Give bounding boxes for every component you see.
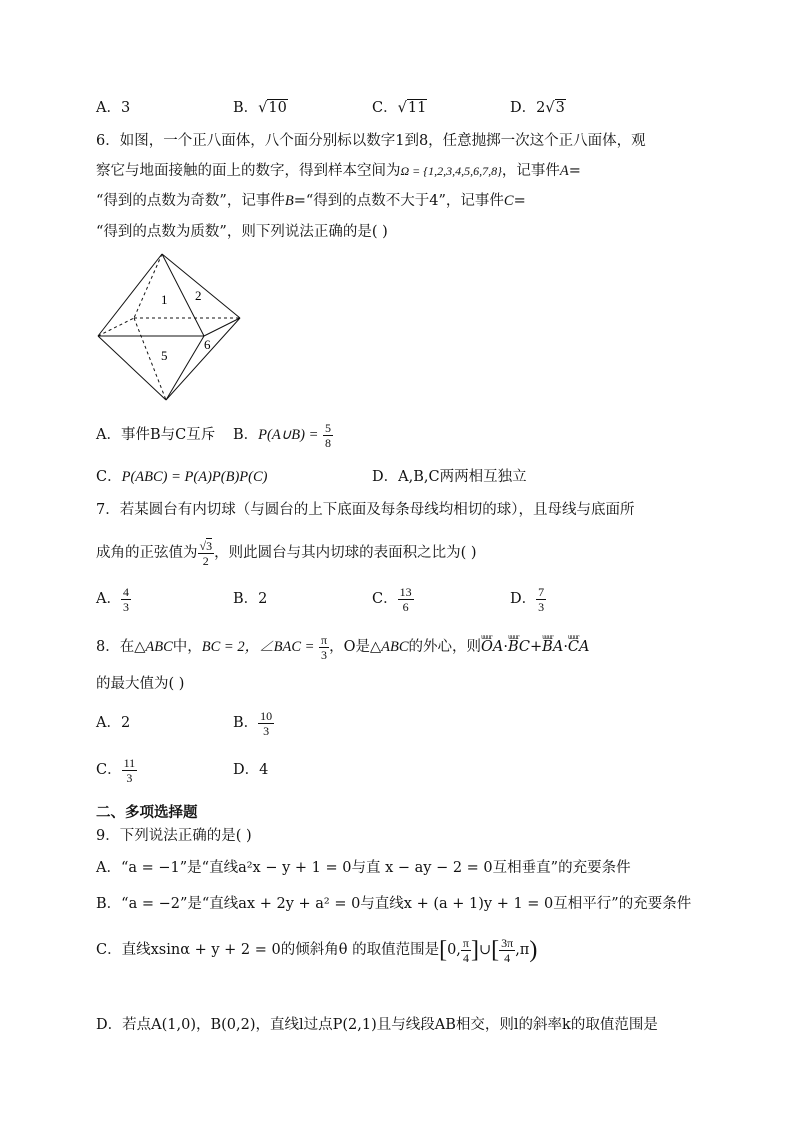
q5-option-d-value: √3 <box>545 100 565 116</box>
edge <box>98 336 166 400</box>
q5-option-c <box>372 98 427 118</box>
q7-line2-suffix: ，则此圆台与其内切球的表面积之比为( ) <box>214 545 477 561</box>
q7-option-b: B．2 <box>233 591 268 607</box>
q8-option-d: D．4 <box>233 762 269 778</box>
face-label-6: 6 <box>204 337 211 352</box>
q6-stem-line1: 6．如图，一个正八面体，八个面分别标以数字1到8，任意抛掷一次这个正八面体，观 <box>96 133 646 149</box>
hidden-edge <box>98 318 134 336</box>
q9-option-d: D．若点A(1,0)，B(0,2)，直线l过点P(2,1)且与线段AB相交，则l的斜率k的取值范围是 <box>96 1017 658 1033</box>
face-label-5: 5 <box>161 348 168 363</box>
q8-vector-oa: uuur OA <box>481 630 503 664</box>
q8-option-c: C． $\frac{11}{3}$ <box>96 755 136 785</box>
q6-option-c <box>96 467 267 487</box>
q9-option-b: B．“a = −2”是“直线ax + 2y + a² = 0与直线x + (a + 1)y + 1 = 0互相平行”的充要条件 <box>96 896 692 912</box>
q6-stem-line3 <box>96 191 526 211</box>
q6-line2-text: 察它与地面接触的面上的数字，得到样本空间为 <box>96 163 401 179</box>
q8-vector-bc: uuur BC <box>508 630 530 664</box>
q8-bc: BC = 2， <box>201 639 260 655</box>
octahedron-figure <box>94 252 246 404</box>
q8-angle: ∠BAC = <box>259 639 315 655</box>
q7-option-a: A． $\frac{4}{3}$ <box>96 584 129 614</box>
q6-option-b <box>233 418 333 452</box>
q6-event-a: A <box>559 163 569 179</box>
q6-option-b-label: B． <box>233 427 259 443</box>
q6-event-b: B <box>284 193 294 209</box>
q5-option-b-value: √10 <box>258 100 287 116</box>
q6-line3-text: “得到的点数为奇数”，记事件 <box>96 193 285 209</box>
q5-option-b-label: B． <box>233 100 259 116</box>
q8-vector-ca: uuur CA <box>568 630 590 664</box>
q5-option-b <box>233 98 288 118</box>
q9-option-a: A．“a = −1”是“直线a²x − y + 1 = 0与直 x − ay − 2 = 0互相垂直”的充要条件 <box>96 860 631 876</box>
q8-stem-line2: 的最大值为( ) <box>96 676 185 692</box>
q7-option-d: D． $\frac{7}{3}$ <box>510 584 545 614</box>
q6-option-c-label: C． <box>96 469 122 485</box>
q8-mid1: 中， <box>172 639 202 655</box>
edge <box>162 254 240 318</box>
edge <box>166 318 240 400</box>
q8-mid2: ，O是△ <box>329 639 382 655</box>
q6-option-b-fraction: $\frac{5}{8}$ <box>325 420 332 450</box>
q6-stem-line4: “得到的点数为质数”，则下列说法正确的是( ) <box>96 224 388 240</box>
face-label-1: 1 <box>161 292 168 307</box>
q5-option-c-value: √11 <box>397 100 427 116</box>
q8-triangle: ABC <box>145 639 173 655</box>
q6-stem-line2 <box>96 161 581 181</box>
q5-option-c-label: C． <box>372 100 398 116</box>
q8-prefix: 8．在△ <box>96 639 146 655</box>
q7-stem-line1: 7．若某圆台有内切球（与圆台的上下底面及每条母线均相切的球），且母线与底面所 <box>96 502 635 518</box>
q5-option-d <box>510 98 566 118</box>
q6-option-b-expr: P(A∪B) = <box>258 427 319 443</box>
q9-option-c: C．直线xsinα + y + 2 = 0的倾斜角θ 的取值范围是[0, $\frac{\pi}{4}$ ]∪[ $\frac{3\pi}{4}$ ,π) <box>96 935 538 965</box>
q6-line2-suffix: ，记事件 <box>501 163 560 179</box>
q5-option-d-label: D．2 <box>510 100 546 116</box>
q5-option-a: A．3 <box>96 100 131 116</box>
q6-equals: = <box>568 163 581 179</box>
q8-vector-ba: uuur BA <box>542 630 563 664</box>
face-label-2: 2 <box>195 288 202 303</box>
edge <box>166 336 204 400</box>
q6-option-d: D．A,B,C两两相互独立 <box>372 469 527 485</box>
q8-option-b: B． $\frac{10}{3}$ <box>233 708 273 738</box>
edge <box>204 318 240 336</box>
q6-sample-space: Ω = {1,2,3,4,5,6,7,8} <box>400 164 502 178</box>
q6-option-a: A．事件B与C互斥 <box>96 427 216 443</box>
q7-sine-fraction: $\frac{√3}{2}$ <box>199 538 213 568</box>
q6-event-c: C <box>503 193 514 209</box>
q8-mid3: 的外心，则 <box>408 639 482 655</box>
q7-line2-text: 成角的正弦值为 <box>96 545 198 561</box>
q8-triangle-2: ABC <box>381 639 409 655</box>
q9-option-c-text: C．直线xsinα + y + 2 = 0的倾斜角θ 的取值范围是 <box>96 942 440 958</box>
q8-stem-line1: 8．在△ABC中，BC = 2，∠BAC = $\frac{\pi}{3}$ ，O是△ABC的外心，则uuur OA·uuur BC+uuur BA·uuur CA <box>96 630 590 664</box>
q6-equals-2: = <box>513 193 526 209</box>
q7-stem-line2 <box>96 534 477 572</box>
q8-option-a: A．2 <box>96 715 131 731</box>
q9-stem: 9．下列说法正确的是( ) <box>96 828 252 844</box>
q6-option-c-expr: P(ABC) = P(A)P(B)P(C) <box>121 469 268 485</box>
hidden-edge <box>134 254 162 318</box>
q6-line3-mid: =“得到的点数不大于4”，记事件 <box>293 193 504 209</box>
q8-angle-fraction: $\frac{\pi}{3}$ <box>321 632 328 662</box>
section-heading: 二、多项选择题 <box>96 805 198 821</box>
q7-option-c: C． $\frac{13}{6}$ <box>372 584 412 614</box>
edge <box>98 254 162 336</box>
